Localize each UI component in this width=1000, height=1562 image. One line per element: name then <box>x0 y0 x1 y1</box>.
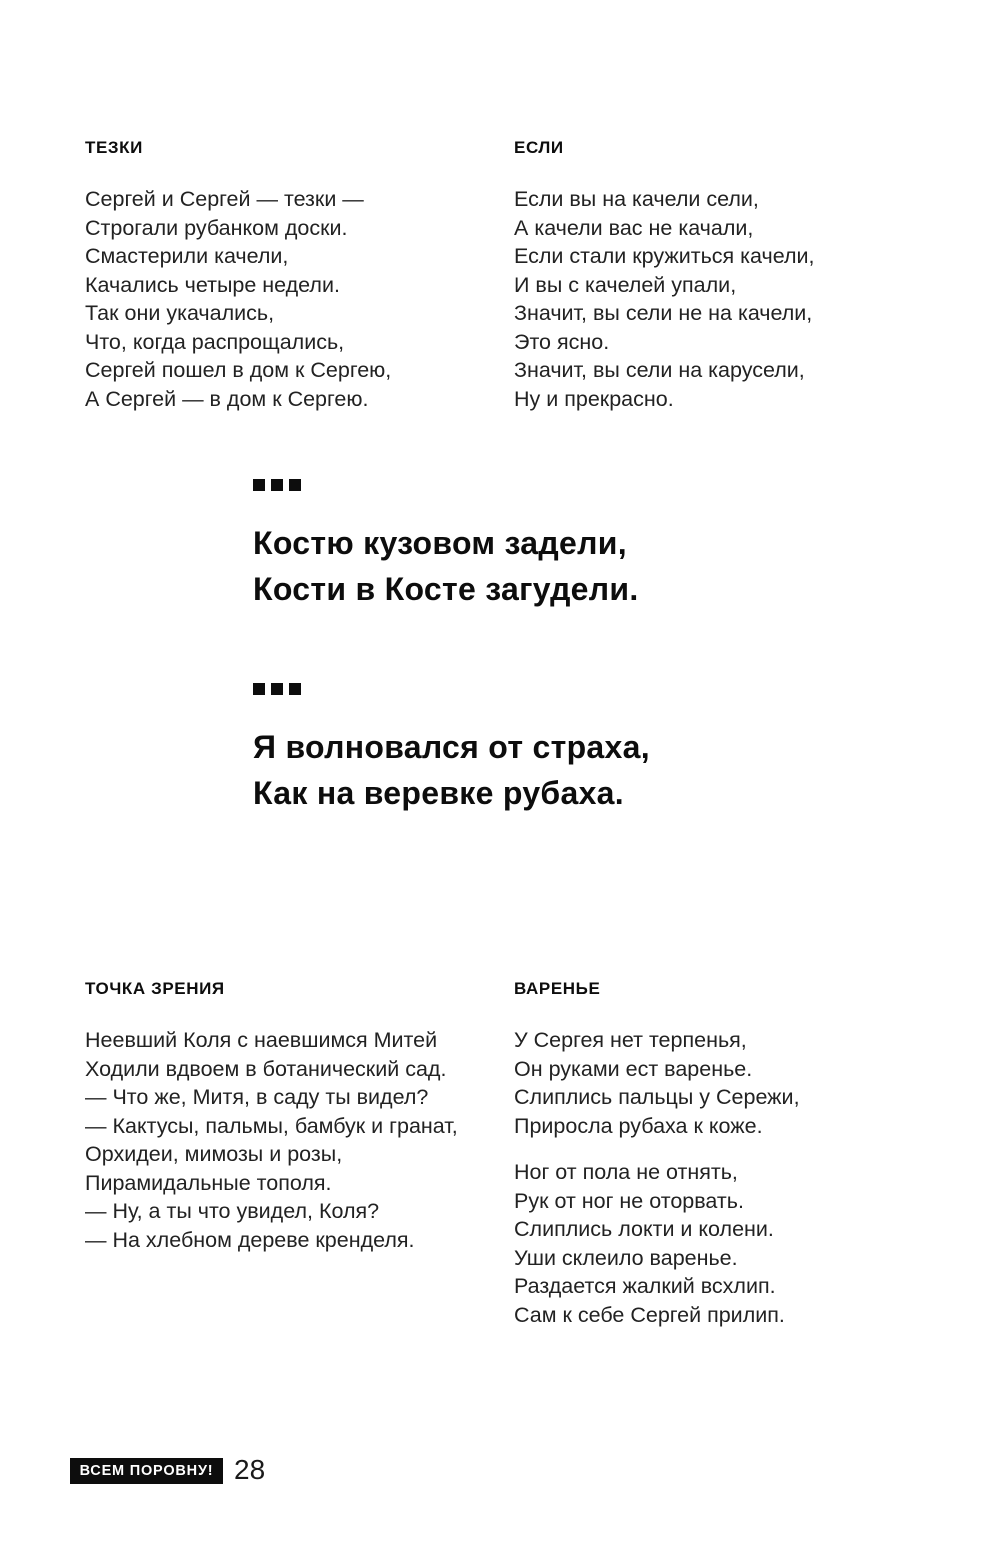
three-squares-marker-icon <box>253 479 639 491</box>
poem-line: Значит, вы сели на карусели, <box>514 358 805 382</box>
poem-line: Ходили вдвоем в ботанический сад. <box>85 1056 447 1081</box>
poem-line: Рук от ног не оторвать. <box>514 1188 744 1213</box>
poem-varene-title: ВАРЕНЬЕ <box>514 979 601 998</box>
poem-varene-stanza-2 <box>514 1158 939 1329</box>
poem-esli-lines <box>514 185 939 413</box>
poem-line: А качели вас не качали, <box>514 215 754 240</box>
poem-line: Если вы на качели сели, <box>514 187 759 211</box>
poem-tochka-zreniya-title: ТОЧКА ЗРЕНИЯ <box>85 979 225 998</box>
poem-line: Уши склеило варенье. <box>514 1245 738 1270</box>
poem-tochka-zreniya-lines <box>85 1026 525 1254</box>
poem-esli-title: ЕСЛИ <box>514 138 564 157</box>
tongue-twister-1-lines <box>253 520 639 612</box>
section-badge: ВСЕМ ПОРОВНУ! <box>70 1458 223 1484</box>
poem-line: — Что же, Митя, в саду ты видел? <box>85 1085 429 1109</box>
poem-line: Качались четыре недели. <box>85 272 340 297</box>
square-icon <box>271 683 283 695</box>
poem-line: Неевший Коля с наевшимся Митей <box>85 1028 438 1052</box>
three-squares-marker-icon <box>253 683 650 695</box>
poem-line: Ног от пола не отнять, <box>514 1160 738 1184</box>
poem-line: — На хлебном дереве кренделя. <box>85 1227 415 1252</box>
poem-line: Сам к себе Сергей прилип. <box>514 1302 785 1327</box>
poem-line: У Сергея нет терпенья, <box>514 1028 747 1052</box>
poem-line: Слиплись пальцы у Сережи, <box>514 1085 800 1109</box>
tongue-twister-1 <box>253 479 639 612</box>
poem-tezki-lines <box>85 185 510 413</box>
poem-line: Приросла рубаха к коже. <box>514 1113 763 1138</box>
square-icon <box>289 479 301 491</box>
poem-line: Он руками ест варенье. <box>514 1056 753 1081</box>
poem-varene-stanza-1 <box>514 1026 939 1140</box>
twister-line: Костю кузовом задели, <box>253 525 627 561</box>
poem-line: — Кактусы, пальмы, бамбук и гранат, <box>85 1113 458 1138</box>
square-icon <box>253 479 265 491</box>
poem-line: Смастерили качели, <box>85 244 289 268</box>
square-icon <box>271 479 283 491</box>
poem-line: Пирамидальные тополя. <box>85 1170 332 1195</box>
poem-esli <box>514 138 939 413</box>
poem-line: А Сергей — в дом к Сергею. <box>85 386 369 411</box>
twister-line: Кости в Косте загудели. <box>253 571 639 607</box>
tongue-twister-2-lines <box>253 724 650 816</box>
poem-line: Слиплись локти и колени. <box>514 1217 774 1241</box>
poem-line: И вы с качелей упали, <box>514 272 737 297</box>
poem-tezki <box>85 138 510 413</box>
poem-line: Если стали кружиться качели, <box>514 244 815 268</box>
poem-line: Сергей пошел в дом к Сергею, <box>85 358 392 382</box>
twister-line: Я волновался от страха, <box>253 729 650 765</box>
poem-line: Раздается жалкий всхлип. <box>514 1274 776 1298</box>
square-icon <box>253 683 265 695</box>
poem-line: — Ну, а ты что увидел, Коля? <box>85 1199 380 1223</box>
square-icon <box>289 683 301 695</box>
poem-varene <box>514 979 939 1329</box>
poem-line: Орхидеи, мимозы и розы, <box>85 1142 343 1166</box>
poem-line: Сергей и Сергей — тезки — <box>85 187 364 211</box>
poem-line: Что, когда распрощались, <box>85 329 345 354</box>
twister-line: Как на веревке рубаха. <box>253 775 624 811</box>
poem-line: Строгали рубанком доски. <box>85 215 348 240</box>
poem-line: Это ясно. <box>514 329 610 354</box>
poem-line: Так они укачались, <box>85 301 275 325</box>
poem-line: Значит, вы сели не на качели, <box>514 301 813 325</box>
tongue-twister-2 <box>253 683 650 816</box>
poem-tezki-title: ТЕЗКИ <box>85 138 143 157</box>
poem-tochka-zreniya <box>85 979 525 1254</box>
poem-line: Ну и прекрасно. <box>514 386 674 411</box>
page-number: 28 <box>234 1454 266 1485</box>
